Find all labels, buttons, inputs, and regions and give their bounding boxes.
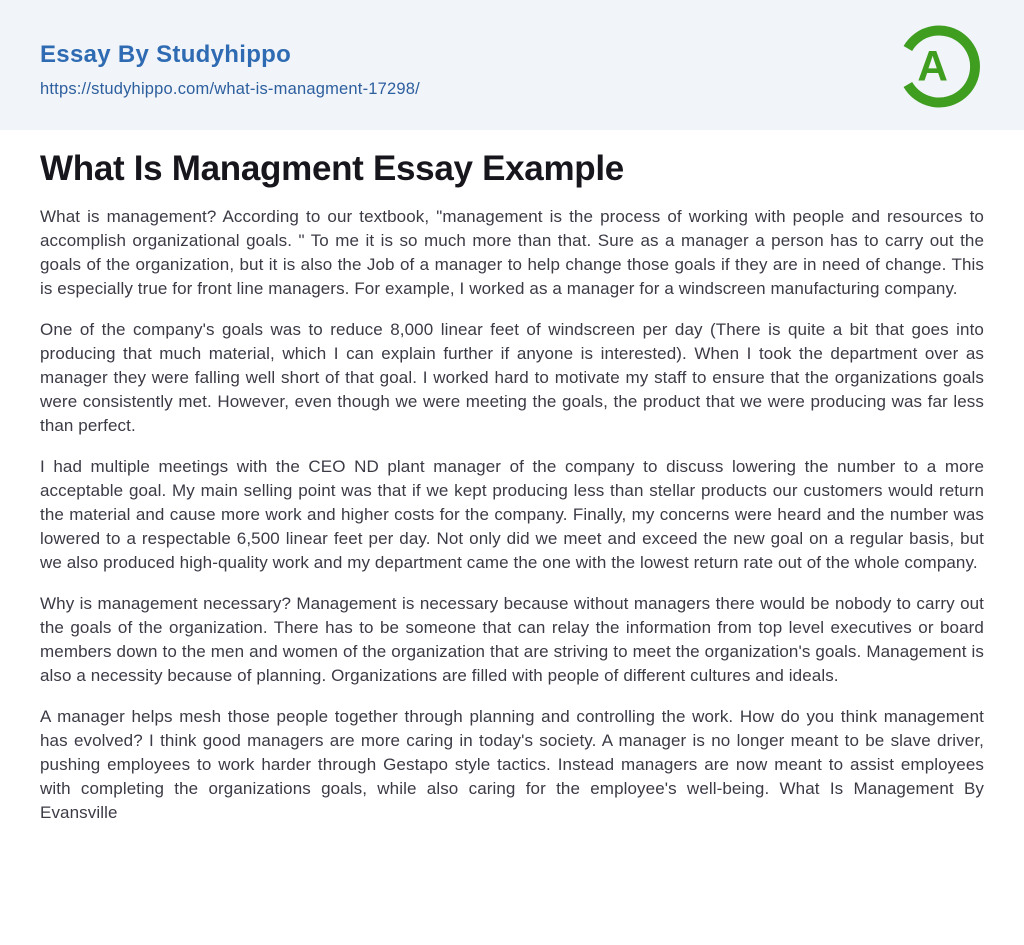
essay-content (0, 130, 1024, 825)
studyhippo-logo-icon (894, 19, 984, 114)
page-header (0, 0, 1024, 130)
logo-letter: A (917, 41, 948, 89)
essay-paragraph: One of the company's goals was to reduce 8,000 linear feet of windscreen per day (There is quite a bit that goes into producing that much material, which I can explain further if anyone is interested). When I took the department over as manager they were falling well short of that goal. I worked hard to motivate my staff to ensure that the organizations goals were consistently met. However, even though we were meeting the goals, the product that we were producing was far less than perfect. (40, 319, 984, 435)
essay-paragraph: A manager helps mesh those people together through planning and controlling the work. How do you think management has evolved? I think good managers are more caring in today's society. A manager is no longer meant to be slave driver, pushing employees to work harder through Gestapo style tactics. Instead managers are now meant to assist employees with completing the organizations goals, while also caring for the employee's well-being. What Is Management By Evansville (40, 706, 984, 822)
essay-paragraph: I had multiple meetings with the CEO ND plant manager of the company to discuss lowering the number to a more acceptable goal. My main selling point was that if we kept producing less than stellar products our customers would return the material and cause more work and higher costs for the company. Finally, my concerns were heard and the number was lowered to a respectable 6,500 linear feet per day. Not only did we meet and exceed the new goal on a regular basis, but we also produced high-quality work and my department came the one with the lowest return rate out of the whole company. (40, 456, 984, 572)
header-text-block (40, 41, 420, 99)
essay-url-link[interactable]: https://studyhippo.com/what-is-managment-17298/ (40, 79, 420, 98)
essay-paragraph: Why is management necessary? Management is necessary because without managers there would be nobody to carry out the goals of the organization. There has to be someone that can relay the information from top level executives or board members down to the men and women of the organization that are striving to meet the organization's goals. Management is also a necessity because of planning. Organizations are filled with people of different cultures and ideals. (40, 593, 984, 685)
studyhippo-logo (894, 19, 984, 114)
essay-title: What Is Managment Essay Example (40, 149, 624, 188)
site-label: Essay By Studyhippo (40, 41, 292, 69)
essay-paragraph: What is management? According to our textbook, "management is the process of working with people and resources to accomplish organizational goals. " To me it is so much more than that. Sure as a manager a person has to carry out the goals of the organization, but it is also the Job of a manager to help change those goals if they are in need of change. This is especially true for front line managers. For example, I worked as a manager for a windscreen manufacturing company. (40, 206, 984, 298)
